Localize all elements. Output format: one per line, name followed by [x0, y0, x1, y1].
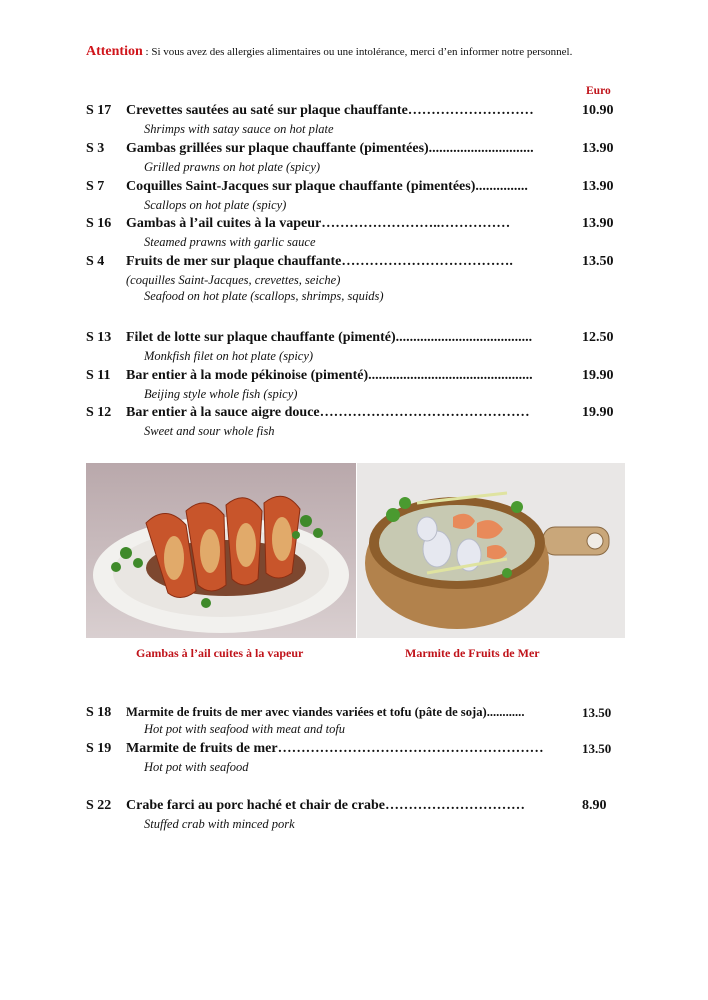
item-code: S 22 [86, 798, 112, 813]
item-code: S 19 [86, 741, 112, 756]
item-english: Scallops on hot plate (spicy) [144, 198, 287, 212]
item-english: Hot pot with seafood [144, 760, 249, 774]
item-english: Stuffed crab with minced pork [144, 817, 295, 831]
item-french-detail: (coquilles Saint-Jacques, crevettes, seiche) [126, 273, 341, 287]
item-price: 13.50 [582, 741, 612, 756]
item-name: Crevettes sautées au saté sur plaque chauffante……………………… [126, 103, 534, 118]
item-price: 19.90 [582, 368, 614, 383]
photo-caption-garlic-prawns: Gambas à l’ail cuites à la vapeur [136, 646, 304, 660]
item-code: S 18 [86, 705, 112, 720]
item-price: 13.50 [582, 705, 612, 720]
item-price: 13.90 [582, 216, 614, 231]
item-code: S 13 [86, 330, 112, 345]
photo-caption-seafood-hotpot: Marmite de Fruits de Mer [405, 646, 540, 660]
item-code: S 11 [86, 368, 111, 383]
item-code: S 12 [86, 405, 112, 420]
item-code: S 16 [86, 216, 112, 231]
item-code: S 7 [86, 179, 105, 194]
item-name: Marmite de fruits de mer………………………………………………… [126, 741, 544, 756]
item-english: Grilled prawns on hot plate (spicy) [144, 160, 321, 174]
item-code: S 3 [86, 141, 105, 156]
item-price: 19.90 [582, 405, 614, 420]
item-name: Gambas à l’ail cuites à la vapeur……………………..…………… [126, 216, 511, 231]
item-name: Bar entier à la mode pékinoise (pimenté)............................................... [126, 368, 533, 383]
item-name: Fruits de mer sur plaque chauffante………………………………. [126, 254, 513, 269]
item-english: Beijing style whole fish (spicy) [144, 387, 298, 401]
item-english: Monkfish filet on hot plate (spicy) [144, 349, 314, 363]
item-price: 13.50 [582, 254, 614, 269]
currency-label: Euro [586, 85, 611, 97]
item-english: Steamed prawns with garlic sauce [144, 235, 316, 249]
item-name: Bar entier à la sauce aigre douce……………………………………… [126, 405, 530, 420]
item-english: Sweet and sour whole fish [144, 424, 275, 438]
item-english: Seafood on hot plate (scallops, shrimps, squids) [144, 289, 384, 303]
item-name: Marmite de fruits de mer avec viandes variées et tofu (pâte de soja)............ [126, 705, 525, 719]
attention-label: Attention [86, 44, 143, 59]
item-price: 12.50 [582, 330, 614, 345]
item-price: 13.90 [582, 141, 614, 156]
item-price: 10.90 [582, 103, 614, 118]
seafood-hotpot-photo [357, 463, 625, 638]
allergy-notice-text: : Si vous avez des allergies alimentaires ou une intolérance, merci d’en informer notre personnel. [142, 46, 573, 58]
item-english: Shrimps with satay sauce on hot plate [144, 122, 334, 136]
item-price: 8.90 [582, 798, 607, 813]
item-name: Coquilles Saint-Jacques sur plaque chauffante (pimentées)............... [126, 179, 528, 194]
garlic-prawns-photo [86, 463, 356, 638]
item-name: Crabe farci au porc haché et chair de crabe………………………… [126, 798, 525, 813]
item-name: Filet de lotte sur plaque chauffante (pimenté)....................................... [126, 330, 533, 345]
item-name: Gambas grillées sur plaque chauffante (pimentées).............................. [126, 141, 534, 156]
item-english: Hot pot with seafood with meat and tofu [144, 722, 346, 736]
item-code: S 4 [86, 254, 105, 269]
allergy-notice [86, 44, 572, 60]
item-code: S 17 [86, 103, 112, 118]
item-price: 13.90 [582, 179, 614, 194]
